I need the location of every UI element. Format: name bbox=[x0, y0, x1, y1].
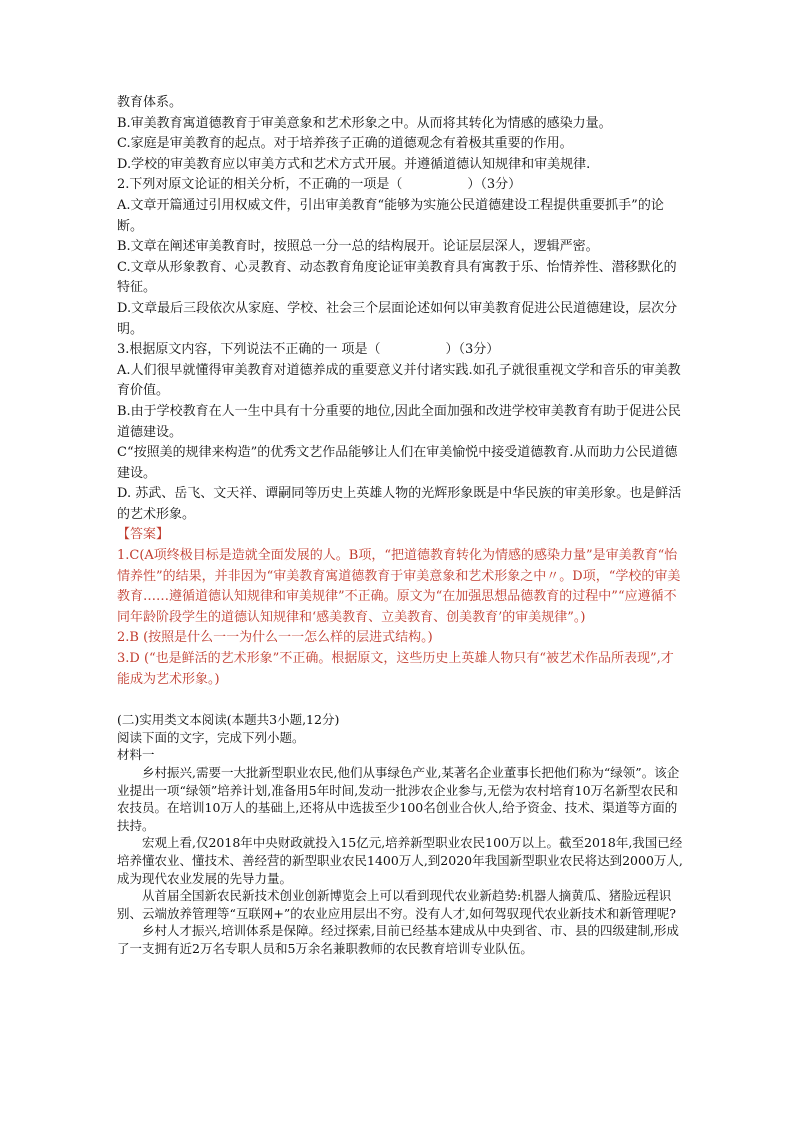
paragraph: 乡村振兴,需要一大批新型职业农民,他们从事绿色产业,某著名企业董事长把他们称为“绿领”。该企业提出一项“绿领”培养计划,准备用5年时间,发动一批涉农企业参与,无偿为农村培育10万名新型农民和农技员。在培训10万人的基础上,还将从中选拔至少100名创业合伙人,给予资金、技术、渠道等方面的扶持。 bbox=[117, 765, 680, 833]
section-2 bbox=[117, 711, 685, 957]
spacer bbox=[117, 690, 685, 711]
option-c: C.文章从形象教育、心灵教育、动态教育角度论证审美教育具有寓教于乐、怡情养性、潜移默化的特征。 bbox=[117, 259, 677, 296]
question-block bbox=[117, 93, 685, 525]
document-page bbox=[117, 93, 685, 958]
answer-2: 2.B (按照是什么一一为什么一一怎么样的层进式结构。) bbox=[117, 630, 433, 646]
paragraph: 宏观上看,仅2018年中央财政就投入15亿元,培养新型职业农民100万以上。截至2018年,我国已经培养懂农业、懂技术、善经营的新型职业农民1400万人,到2020年我国新型职业农民将达到2000万人,成为现代农业发展的先导力量。 bbox=[117, 835, 683, 886]
section-title: (二)实用类文本阅读(本题共3小题,12分) bbox=[117, 712, 340, 728]
answer-heading: 【答案】 bbox=[117, 527, 170, 543]
option-b: B.审美教育寓道德教育于审美意象和艺术形象之中。从而将其转化为情感的感染力量。 bbox=[117, 115, 612, 131]
answer-1: 1.C(A项终极目标是造就全面发展的人。B项，“把道德教育转化为情感的感染力量”是审美教育“怡情养性”的结果，并非因为“审美教育寓道德教育于审美意象和艺术形象之中〃。D项，“学校的审美教育……遵循道德认知规律和审美规律”不正确。原文为“在加强思想品德教育的过程中”“应遵循不同年龄阶段学生的道德认知规律和‘感美教育、立美教育、创美教育’的审美规律”。) bbox=[117, 548, 681, 625]
instruction: 阅读下面的文字，完成下列小题。 bbox=[117, 729, 305, 745]
option-d: D.学校的审美教育应以审美方式和艺术方式开展。并遵循道德认知规律和审美规律. bbox=[117, 156, 591, 172]
option-a: A.文章开篇通过引用权威文件，引出审美教育“能够为实施公民道德建设工程提供重要抓手”的论断。 bbox=[117, 197, 664, 234]
paragraph: 乡村人才振兴,培训体系是保障。经过探索,目前已经基本建成从中央到省、市、县的四级建制,形成了一支拥有近2万名专职人员和5万余名兼职教师的农民教育培训专业队伍。 bbox=[117, 923, 679, 956]
option-d: D.文章最后三段依次从家庭、学校、社会三个层面论述如何以审美教育促进公民道德建设，层次分明。 bbox=[117, 300, 678, 337]
option-a: A.人们很早就懂得审美教育对道德养成的重要意义并付诸实践.如孔子就很重视文学和音乐的审美教育价值。 bbox=[117, 362, 681, 399]
option-b: B.由于学校教育在人一生中具有十分重要的地位,因此全面加强和改进学校审美教育有助于促进公民道德建设。 bbox=[117, 403, 681, 440]
option-c: C.家庭是审美教育的起点。对于培养孩子正确的道德观念有着极其重要的作用。 bbox=[117, 136, 573, 152]
text-line: 教育体系。 bbox=[117, 95, 183, 110]
option-d: D. 苏武、岳飞、文天祥、谭嗣同等历史上英雄人物的光辉形象既是中华民族的审美形象。也是鲜活的艺术形象。 bbox=[117, 486, 682, 522]
option-b: B.文章在阐述审美教育时，按照总一分一总的结构展开。论证层层深人，逻辑严密。 bbox=[117, 239, 599, 255]
answer-block bbox=[117, 525, 685, 690]
question-2: 2.下列对原文论证的相关分析，不正确的一项是（ ）（3分） bbox=[117, 177, 522, 193]
material-label: 材料一 bbox=[117, 747, 155, 763]
question-3: 3.根据原文内容，下列说法不正确的一 项是（ ）（3分） bbox=[117, 342, 500, 358]
answer-3: 3.D (“也是鲜活的艺术形象”不正确。根据原文，这些历史上英雄人物只有“被艺术作品所表现”,才能成为艺术形象。) bbox=[117, 651, 674, 687]
paragraph: 从首届全国新农民新技术创业创新博览会上可以看到现代农业新趋势:机器人摘黄瓜、猪脸远程识别、云端放养管理等“互联网+”的农业应用层出不穷。没有人才,如何驾驭现代农业新技术和新管理呢? bbox=[117, 888, 676, 921]
option-c: C“按照美的规律来构造”的优秀文艺作品能够让人们在审美愉悦中接受道德教育.从而助力公民道德建设。 bbox=[117, 445, 678, 481]
